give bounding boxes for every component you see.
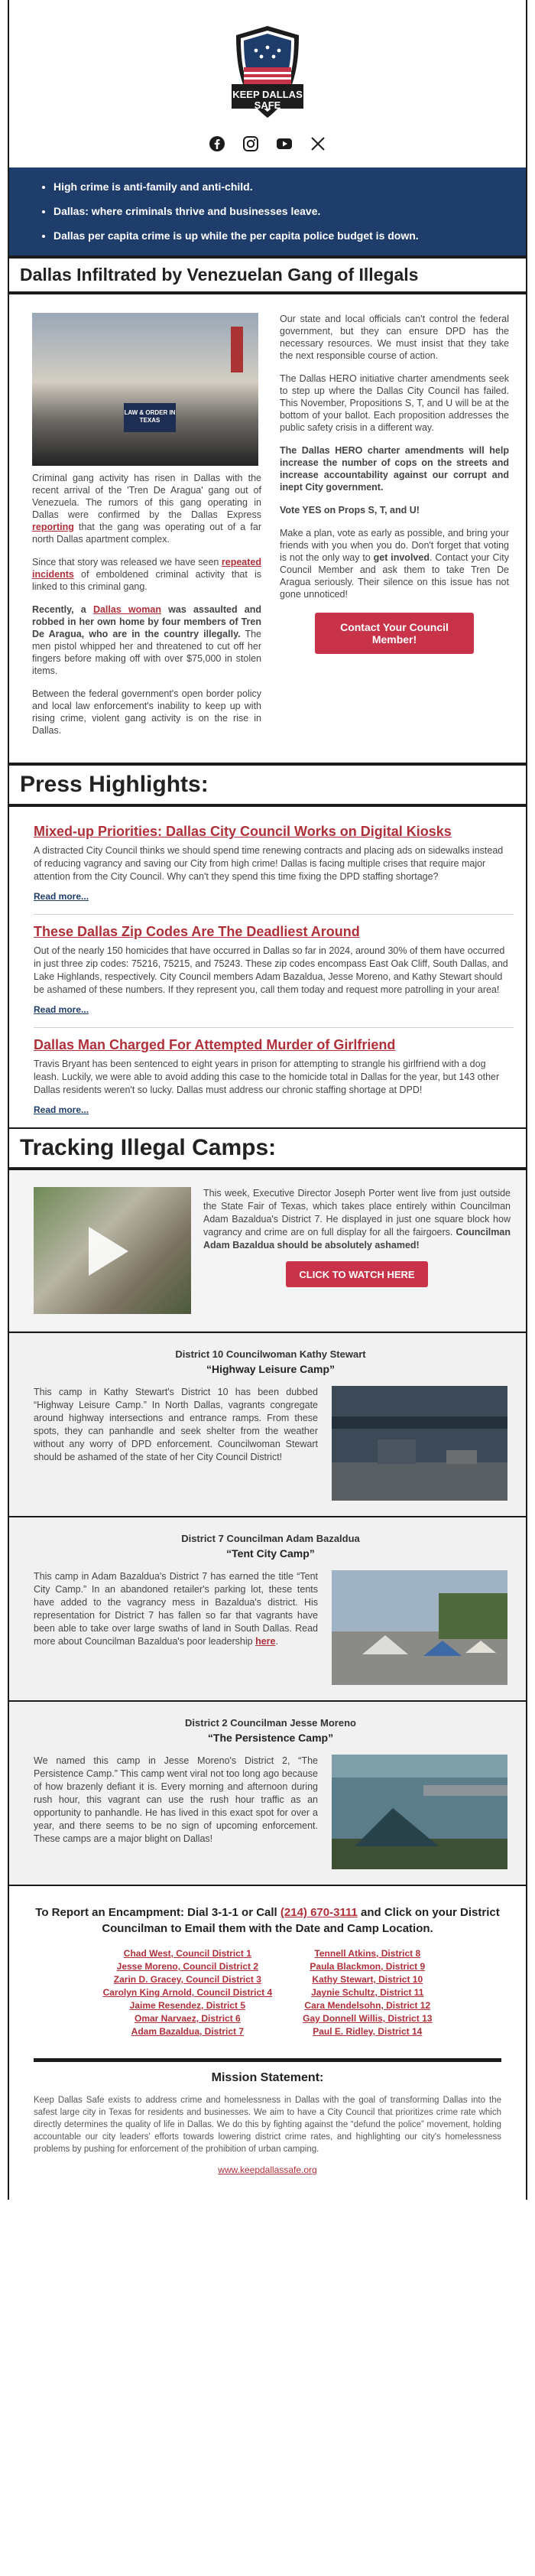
camp-photo [332,1755,507,1869]
camp-card [9,1516,526,1700]
council-member-link[interactable]: Gay Donnell Willis, District 13 [303,2013,433,2024]
social-links [9,128,526,161]
video-description [203,1187,511,1314]
press-body: Travis Bryant has been sentenced to eight years in prison for attempting to strangle his girlfriend with a dog leash. Luckily, we were able to avoid adding this case to the homicide total in Dallas for the year, but 143 other Dallas residents weren't so lucky. Dallas must address our chronic staffing shortage at DPD! [34,1059,500,1095]
council-member-link[interactable]: Kathy Stewart, District 10 [312,1974,423,1985]
camps-title: Tracking Illegal Camps: [9,1129,526,1170]
intro-paragraph: Recently, a Dallas woman was assaulted and robbed in her own home by four members of Tren De Aragua, who are in the country illegally. The men pistol whipped her and threatened to cut off her fingers before making off with over $75,000 in stolen items. [32,604,261,676]
camp-council-member: District 10 Councilwoman Kathy Stewart [175,1348,366,1360]
council-links-right [303,1947,432,2038]
camp-description: This camp in Adam Bazaldua's District 7 has earned the title “Tent City Camp.” In an abandoned retailer's parking lot, these tents have added to the vagrancy mess in Bazaldua's district. His representation for District 7 has fallen so far that vagrants have been able to take over large swaths of land in South Dallas. Read more about Councilman Bazaldua's poor leadership here. [34,1571,318,1647]
camp-name: “The Persistence Camp” [207,1732,334,1744]
press-body: Out of the nearly 150 homicides that have occurred in Dallas so far in 2024, around 30% of them have occurred in just three zip codes: 75216, 75215, and 75243. These zip codes encompass East Oak Cliff, South Dallas, and Lake Highlands, respectively. City Council members Adam Bazaldua, Jesse Moreno, and Kathy Stewart should be ashamed of these numbers. If they represent you, call them today and request more patrolling in your area! [34,945,508,995]
press-body: A distracted City Council thinks we should spend time renewing contracts and placing ads on sidewalks instead of reducing vagrancy and saving our City from high crime! Dallas is facing multiple crises that require major attention from the City Council. Why can't they spend this time fixing the DPD staffing shortage? [34,845,504,882]
intro-paragraph: Our state and local officials can't control the federal government, but they can ensure DPD has the necessary resources. We must insist that they take the next responsible course of action. [280,314,509,361]
intro-paragraph-bold: The Dallas HERO charter amendments will help increase the number of cops on the streets and increase accountability against our corrupt and inept City government. [280,445,509,493]
read-more-link[interactable]: Read more... [34,1104,89,1115]
council-member-link[interactable]: Adam Bazaldua, District 7 [131,2026,245,2037]
youtube-icon[interactable] [276,135,293,152]
facebook-icon[interactable] [209,135,225,152]
camp-photo [332,1386,507,1501]
banner-bullet: • High crime is anti-family and anti-child. [54,180,503,194]
intro-section [9,294,526,763]
press-headline-link[interactable]: Dallas Man Charged For Attempted Murder of Girlfriend [34,1037,396,1052]
press-item [34,824,514,914]
camp-description: We named this camp in Jesse Moreno's District 2, “The Persistence Camp.” This camp went viral not too long ago because of how brazenly defiant it is. Every morning and afternoon during rush hour, this vagrant can use the rush hour traffic as an opportunity to panhandle. He has lived in this exact spot for over a year, and there seems to be no sign of upcoming enforcement. These camps are a major blight on Dallas! [34,1755,318,1844]
mission-title: Mission Statement: [211,2071,324,2084]
intro-title: Dallas Infiltrated by Venezuelan Gang of Illegals [9,255,526,294]
camp-card [9,1700,526,1885]
repeated-incidents-link[interactable]: repeated incidents [32,557,261,580]
logo-text-line1: KEEP DALLAS [232,89,303,100]
video-text: This week, Executive Director Joseph Porter went live from just outside the State Fair of Texas, which takes place entirely within Councilman Adam Bazaldua's District 7. He displayed in just one square block how vagrancy and crime are on full display for all the fairgoers. [203,1188,511,1238]
press-headline-link[interactable]: These Dallas Zip Codes Are The Deadliest Around [34,924,360,939]
council-member-link[interactable]: Paul E. Ridley, District 14 [313,2026,423,2037]
intro-paragraph: Criminal gang activity has risen in Dallas with the recent arrival of the 'Tren De Aragua' gang out of Venezuela. The rumors of this gang operating in Dallas were confirmed by the Dallas Express reporting that the gang was operating out of a far north Dallas apartment complex. [32,473,261,545]
press-section [9,807,526,1129]
council-member-link[interactable]: Carolyn King Arnold, Council District 4 [102,1987,273,1998]
vote-yes-line: Vote YES on Props S, T, and U! [280,505,420,516]
council-member-link[interactable]: Chad West, Council District 1 [123,1948,251,1959]
council-member-link[interactable]: Zarin D. Gracey, Council District 3 [113,1974,261,1985]
intro-paragraph: Since that story was released we have seen repeated incidents of emboldened criminal activity that is linked to this criminal gang. [32,557,261,592]
report-phone-link[interactable]: (214) 670-3111 [280,1906,358,1919]
video-section [9,1170,526,1332]
read-more-link[interactable]: Read more... [34,891,89,902]
video-thumbnail[interactable] [34,1187,191,1314]
council-member-link[interactable]: Tennell Atkins, District 8 [314,1948,421,1959]
council-member-link[interactable]: Omar Narvaez, District 6 [134,2013,241,2024]
camp-name: “Highway Leisure Camp” [206,1363,336,1375]
council-member-link[interactable]: Cara Mendelsohn, District 12 [304,2000,431,2011]
video-text-bold: Councilman Adam Bazaldua should be absolutely ashamed! [203,1227,511,1251]
council-member-link[interactable]: Paula Blackmon, District 9 [310,1961,426,1972]
bazaldua-leadership-link[interactable]: here [255,1636,276,1647]
camp-council-member: District 2 Councilman Jesse Moreno [185,1717,356,1729]
intro-right-column [280,313,509,747]
contact-council-member-button[interactable]: Contact Your Council Member! [315,613,474,654]
council-links-left [103,1947,273,2038]
camp-name: “Tent City Camp” [226,1547,315,1560]
intro-paragraph: Make a plan, vote as early as possible, and bring your friends with you when you do. Don't forget that voting is not the only way to get involved. Contact your City Council Member and ask them to take Tren De Aragua seriously. Their silence on this issue has not gone unnoticed! [280,528,509,600]
council-member-link[interactable]: Jesse Moreno, Council District 2 [116,1961,259,1972]
camp-photo [332,1570,507,1685]
press-headline-link[interactable]: Mixed-up Priorities: Dallas City Council Works on Digital Kiosks [34,824,452,839]
banner-bullet: • Dallas per capita crime is up while the per capita police budget is down. [54,229,503,243]
instagram-icon[interactable] [242,135,259,152]
council-member-link[interactable]: Jaime Resendez, District 5 [129,2000,246,2011]
report-section [9,1885,526,2047]
reporting-link[interactable]: reporting [32,522,74,532]
dallas-woman-link[interactable]: Dallas woman [92,604,161,615]
intro-paragraph: Between the federal government's open border policy and local law enforcement's inability to keep up with rising crime, violent gang activity is on the rise in Dallas. [32,688,261,736]
report-instructions: To Report an Encampment: Dial 3-1-1 or Call (214) 670-3111 and Click on your District Councilman to Email them with the Date and Camp Location. [35,1906,500,1935]
press-item [34,1027,514,1127]
camp-council-member: District 7 Councilman Adam Bazaldua [181,1533,360,1544]
header [9,0,526,168]
website-link[interactable]: www.keepdallassafe.org [218,2165,317,2175]
council-links [34,1947,501,2038]
logo-text-line2: SAFE [254,99,281,111]
mission-body: Keep Dallas Safe exists to address crime and homelessness in Dallas with the goal of transforming Dallas into the safest large city in Texas for residents and businesses. We aim to have a City Council that prioritizes crime rate which directly determines the quality of life in Dallas. We do this by fighting against the “defund the police” movement, holding accountable our city leaders' efforts towards lowering district crime rates, and highlighting our city's homelessness problems by pushing for enforcement of the prohibition of urban camping. [34,2096,501,2154]
key-points-banner [9,168,526,255]
intro-left-column [32,313,261,747]
camp-card [9,1332,526,1516]
podium-sign: LAW & ORDER IN TEXAS [124,403,176,432]
press-title: Press Highlights: [9,763,526,807]
press-item [34,914,514,1027]
x-twitter-icon[interactable] [310,135,326,152]
read-more-link[interactable]: Read more... [34,1004,89,1015]
banner-bullet: • Dallas: where criminals thrive and businesses leave. [54,204,503,219]
watch-video-button[interactable]: CLICK TO WATCH HERE [286,1261,428,1287]
play-icon[interactable] [89,1227,128,1276]
mission-section [9,2071,526,2200]
texas-flag [231,327,243,372]
divider [34,2058,501,2062]
camp-description: This camp in Kathy Stewart's District 10 has been dubbed “Highway Leisure Camp.” In North Dallas, vagrants congregate around highway intersections and entrance ramps. From these spots, they can panhandle and seek shelter from the weather without any worry of DPD enforcement. Councilwoman Stewart should be ashamed of the state of her City Council District! [34,1387,318,1462]
council-member-link[interactable]: Jaynie Schultz, District 11 [311,1987,424,1998]
intro-paragraph: The Dallas HERO initiative charter amendments seek to step up where the Dallas City Council has failed. This November, Propositions S, T, and U will be at the bottom of your ballot. Each proposition addresses the public safety crisis in a different way. [280,373,509,433]
press-conference-photo [32,313,258,466]
newsletter [8,0,527,2200]
